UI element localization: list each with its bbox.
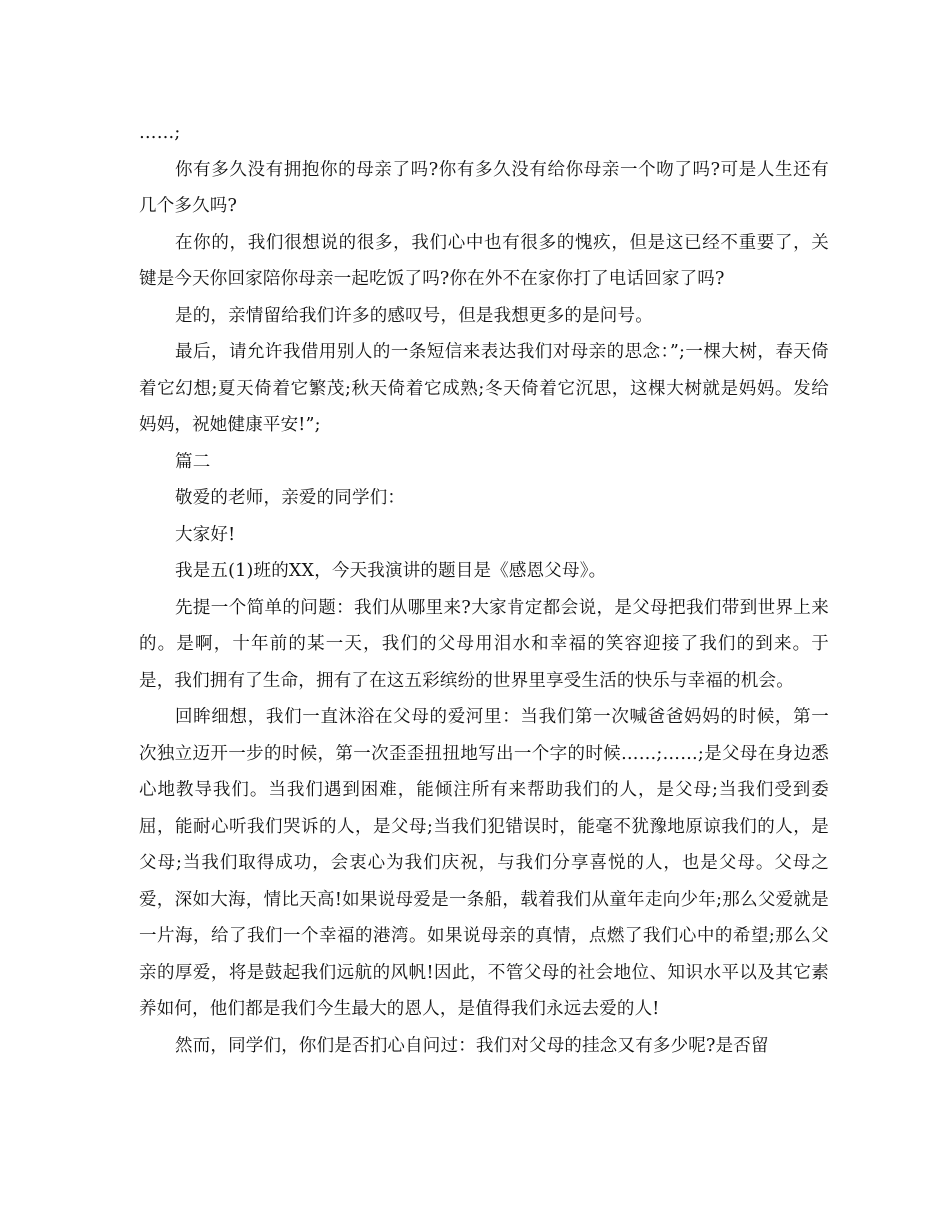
section-heading: 篇二: [175, 451, 211, 472]
paragraph-guilt: 在你的，我们很想说的很多，我们心中也有很多的愧疚，但是这已经不重要了，关键是今天你回家陪你母亲一起吃饭了吗?你在外不在家你打了电话回家了吗?: [139, 232, 829, 289]
document-body: [139, 115, 829, 1064]
paragraph-reflection: 然而，同学们，你们是否扪心自问过：我们对父母的挂念又有多少呢?是否留: [175, 1035, 769, 1056]
paragraph-question: 先提一个简单的问题：我们从哪里来?大家肯定都会说，是父母把我们带到世界上来的。是啊，十年前的某一天，我们的父母用泪水和幸福的笑容迎接了我们的到来。于是，我们拥有了生命，拥有了在这五彩缤纷的世界里享受生活的快乐与幸福的机会。: [139, 597, 829, 691]
paragraph-ellipsis: ……;: [139, 123, 181, 143]
paragraph-introduction: 我是五(1)班的XX，今天我演讲的题目是《感恩父母》。: [175, 561, 607, 581]
paragraph-greeting: 大家好!: [175, 524, 236, 545]
paragraph-parents-love: 回眸细想，我们一直沐浴在父母的爱河里：当我们第一次喊爸爸妈妈的时候，第一次独立迈开一步的时候，第一次歪歪扭扭地写出一个字的时候……;……;是父母在身边悉心地教导我们。当我们遇到困难，能倾注所有来帮助我们的人，是父母;当我们受到委屈，能耐心听我们哭诉的人，是父母;当我们犯错误时，能毫不犹豫地原谅我们的人，是父母;当我们取得成功，会衷心为我们庆祝，与我们分享喜悦的人，也是父母。父母之爱，深如大海，情比天高!如果说母爱是一条船，载着我们从童年走向少年;那么父爱就是一片海，给了我们一个幸福的港湾。如果说母亲的真情，点燃了我们心中的希望;那么父亲的厚爱，将是鼓起我们远航的风帆!因此，不管父母的社会地位、知识水平以及其它素养如何，他们都是我们今生最大的恩人，是值得我们永远去爱的人!: [139, 707, 829, 1019]
paragraph-salutation: 敬爱的老师，亲爱的同学们：: [175, 488, 406, 508]
paragraph-closing-message: 最后，请允许我借用别人的一条短信来表达我们对母亲的思念：”;一棵大树，春天倚着它幻想;夏天倚着它繁茂;秋天倚着它成熟;冬天倚着它沉思，这棵大树就是妈妈。发给妈妈，祝她健康平安!”;: [139, 342, 829, 435]
paragraph-exclamation: 是的，亲情留给我们许多的感叹号，但是我想更多的是问号。: [175, 305, 653, 326]
paragraph-how-long: 你有多久没有拥抱你的母亲了吗?你有多久没有给你母亲一个吻了吗?可是人生还有几个多久吗?: [139, 159, 829, 216]
